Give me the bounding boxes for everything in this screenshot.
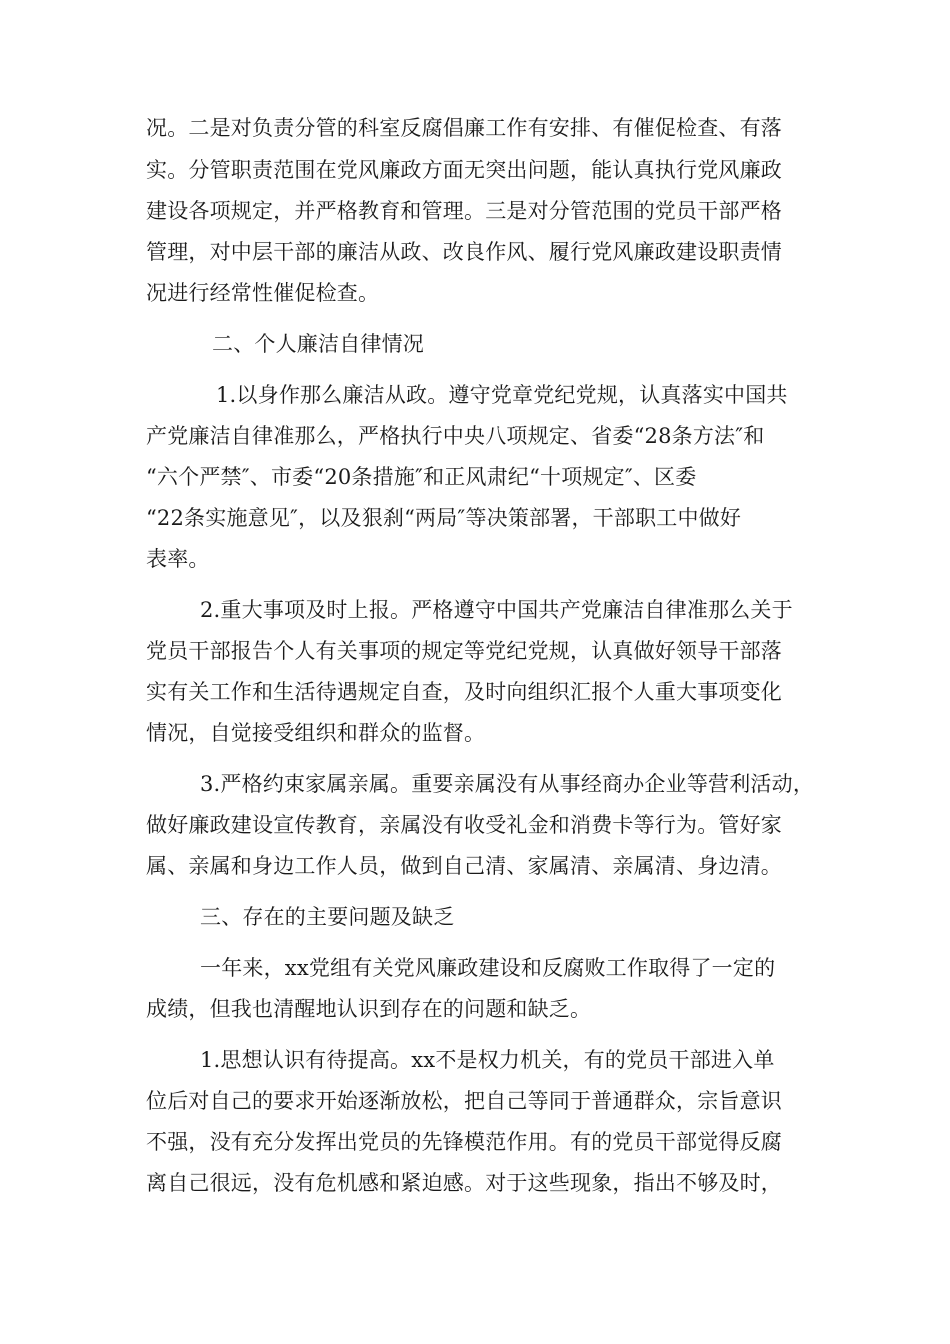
body-text-line: 3.严格约束家属亲属。重要亲属没有从事经商办企业等营利活动， xyxy=(200,772,815,796)
section-heading-3: 三、存在的主要问题及缺乏 xyxy=(200,905,455,929)
body-text-line: 实。分管职责范围在党风廉政方面无突出问题，能认真执行党风廉政 xyxy=(146,158,782,182)
body-text-line: 况进行经常性催促检查。 xyxy=(146,281,380,305)
body-text-line: 位后对自己的要求开始逐渐放松，把自己等同于普通群众，宗旨意识 xyxy=(146,1089,782,1113)
body-text-line: 属、亲属和身边工作人员，做到自己清、家属清、亲属清、身边清。 xyxy=(146,854,782,878)
body-text-line: 建设各项规定，并严格教育和管理。三是对分管范围的党员干部严格 xyxy=(146,199,782,223)
body-text-line: “六个严禁″、市委“20条措施″和正风肃纪“十项规定″、区委 xyxy=(146,465,697,489)
section-heading-2: 二、个人廉洁自律情况 xyxy=(212,332,424,356)
body-text-line: 成绩，但我也清醒地认识到存在的问题和缺乏。 xyxy=(146,997,592,1021)
body-text-line: 离自己很远，没有危机感和紧迫感。对于这些现象，指出不够及时， xyxy=(146,1171,782,1195)
body-text-line: 况。二是对负责分管的科室反腐倡廉工作有安排、有催促检查、有落 xyxy=(146,116,782,140)
body-text-line: 表率。 xyxy=(146,547,210,571)
body-text-line: 不强，没有充分发挥出党员的先锋模范作用。有的党员干部觉得反腐 xyxy=(146,1130,782,1154)
body-text-line: 产党廉洁自律准那么，严格执行中央八项规定、省委“28条方法″和 xyxy=(146,424,765,448)
body-text-line: 情况，自觉接受组织和群众的监督。 xyxy=(146,721,486,745)
body-text-line: 一年来，xx党组有关党风廉政建设和反腐败工作取得了一定的 xyxy=(200,956,776,980)
body-text-line: “22条实施意见″，以及狠刹“两局″等决策部署，干部职工中做好 xyxy=(146,506,742,530)
body-text-line: 做好廉政建设宣传教育，亲属没有收受礼金和消费卡等行为。管好家 xyxy=(146,813,782,837)
body-text-line: 实有关工作和生活待遇规定自查，及时向组织汇报个人重大事项变化 xyxy=(146,680,782,704)
body-text-line: 管理，对中层干部的廉洁从政、改良作风、履行党风廉政建设职责情 xyxy=(146,240,782,264)
body-text-line: 1.思想认识有待提高。xx不是权力机关，有的党员干部进入单 xyxy=(200,1048,775,1072)
body-text-line: 党员干部报告个人有关事项的规定等党纪党规，认真做好领导干部落 xyxy=(146,639,782,663)
body-text-line: 2.重大事项及时上报。严格遵守中国共产党廉洁自律准那么关于 xyxy=(200,598,793,622)
body-text-line: 1.以身作那么廉洁从政。遵守党章党纪党规，认真落实中国共 xyxy=(216,383,788,407)
